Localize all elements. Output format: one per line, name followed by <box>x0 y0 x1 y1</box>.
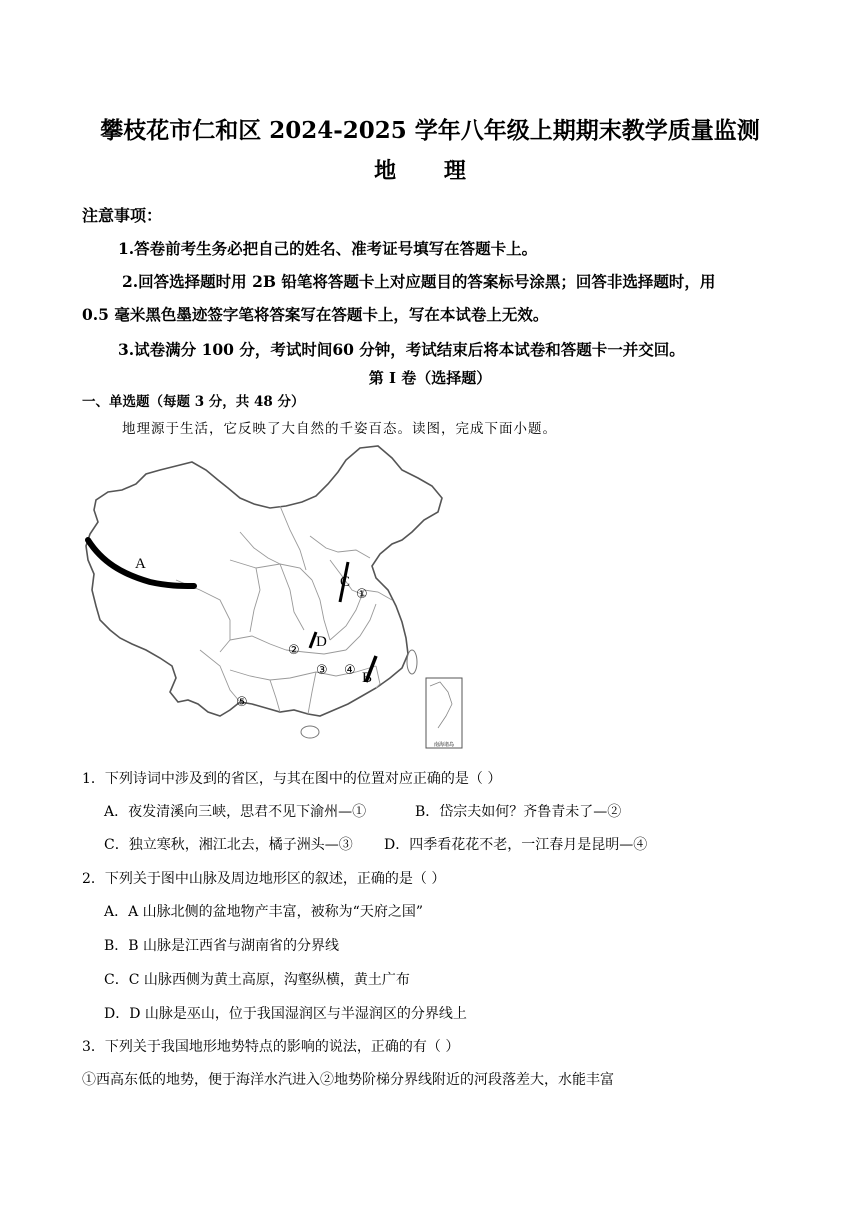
label-b: B <box>362 670 373 686</box>
section-heading: 一、单选题（每题 3 分，共 48 分） <box>82 394 305 410</box>
marker-2: ② <box>288 643 300 658</box>
china-map-svg <box>80 440 470 752</box>
hainan-island <box>301 726 319 738</box>
notice-item-3: 3.试卷满分 100 分，考试时间60 分钟，考试结束后将本试卷和答题卡一并交回。 <box>118 340 685 359</box>
q2-stem: 2．下列关于图中山脉及周边地形区的叙述，正确的是（ ） <box>82 871 446 887</box>
q1-option-b: B．岱宗夫如何？齐鲁青未了—② <box>415 804 622 820</box>
notice-item-2b: 0.5 毫米黑色墨迹签字笔将答案写在答题卡上，写在本试卷上无效。 <box>82 305 549 324</box>
q1-stem: 1．下列诗词中涉及到的省区，与其在图中的位置对应正确的是（ ） <box>82 771 502 787</box>
label-a: A <box>135 556 146 572</box>
china-map-figure <box>80 440 470 752</box>
q3-line-1: ①西高东低的地势，便于海洋水汽进入②地势阶梯分界线附近的河段落差大，水能丰富 <box>82 1072 614 1088</box>
q2-option-d: D．D 山脉是巫山，位于我国湿润区与半湿润区的分界线上 <box>104 1006 467 1022</box>
q2-option-c: C．C 山脉西侧为黄土高原，沟壑纵横，黄土广布 <box>104 972 410 988</box>
label-d: D <box>316 634 327 650</box>
taiwan-island <box>407 650 417 674</box>
notice-item-1: 1.答卷前考生务必把自己的姓名、准考证号填写在答题卡上。 <box>118 239 538 258</box>
q2-option-b: B．B 山脉是江西省与湖南省的分界线 <box>104 938 340 954</box>
q1-option-c: C．独立寒秋，湘江北去，橘子洲头—③ <box>104 837 353 853</box>
marker-4: ④ <box>344 663 356 678</box>
marker-5: ⑤ <box>236 695 248 710</box>
south-sea-inset-box <box>426 678 462 748</box>
marker-1: ① <box>356 587 368 602</box>
label-c: C <box>340 574 351 590</box>
question-intro: 地理源于生活，它反映了大自然的千姿百态。读图，完成下面小题。 <box>122 421 557 437</box>
q1-option-a: A．夜发清溪向三峡，思君不见下渝州—① <box>104 804 367 820</box>
q3-stem: 3．下列关于我国地形地势特点的影响的说法，正确的有（ ） <box>82 1039 460 1055</box>
q2-option-a: A．A 山脉北侧的盆地物产丰富，被称为“天府之国” <box>104 904 423 920</box>
notice-heading: 注意事项： <box>82 206 163 225</box>
subject-title: 地 理 <box>374 158 486 184</box>
notice-item-2a: 2.回答选择题时用 2B 铅笔将答题卡上对应题目的答案标号涂黑；回答非选择题时，用 <box>122 272 716 291</box>
inset-label: 南海诸岛 <box>433 742 455 748</box>
marker-3: ③ <box>316 663 328 678</box>
q1-option-d: D．四季看花花不老，一江春月是昆明—④ <box>384 837 648 853</box>
exam-title: 攀枝花市仁和区 2024-2025 学年八年级上期期末教学质量监测 <box>100 117 760 144</box>
part-title: 第 I 卷（选择题） <box>368 369 492 387</box>
